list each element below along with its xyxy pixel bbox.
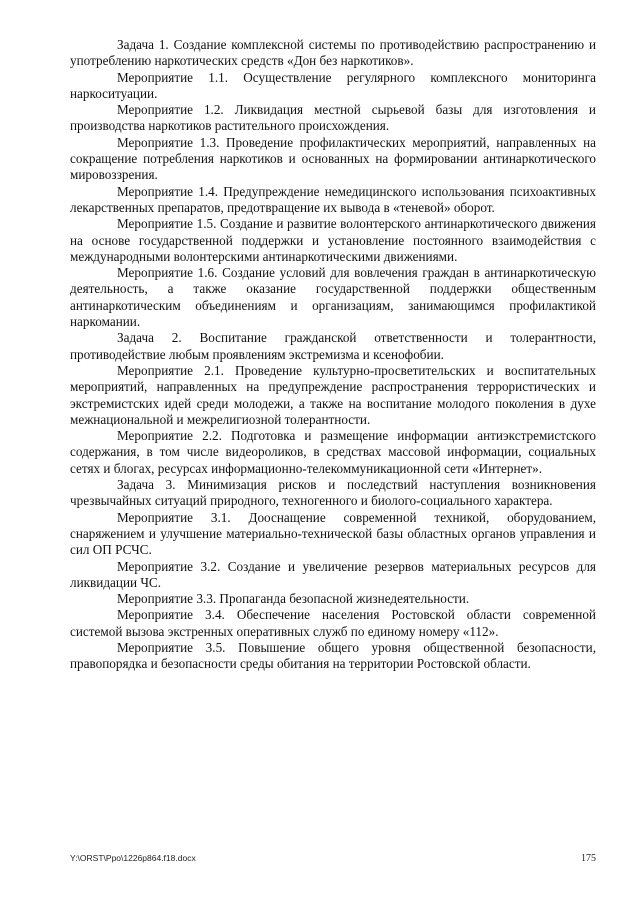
measure-2-1-paragraph: Мероприятие 2.1. Проведение культурно-просветительских и воспитательных мероприятий, направленных на предупреждение распространения террористических и экстремистских идей среди молодежи, а также на воспитание молодого поколения в духе межнациональной и межрелигиозной толерантности. xyxy=(70,362,596,427)
measure-3-5-paragraph: Мероприятие 3.5. Повышение общего уровня общественной безопасности, правопорядка и безопасности среды обитания на территории Ростовской области. xyxy=(70,639,596,672)
measure-2-2-paragraph: Мероприятие 2.2. Подготовка и размещение информации антиэкстремистского содержания, в том числе видеороликов, в средствах массовой информации, социальных сетях и блогах, ресурсах информационно-телекоммуникационной сети «Интернет». xyxy=(70,428,596,476)
measure-3-1-paragraph: Мероприятие 3.1. Дооснащение современной техникой, оборудованием, снаряжением и улучшение материально-технической базы областных органов управления и сил ОП РСЧС. xyxy=(70,509,596,558)
task-3-paragraph: Задача 3. Минимизация рисков и последствий наступления возникновения чрезвычайных ситуаций природного, техногенного и биолого-социального характера. xyxy=(70,477,596,509)
task-2-paragraph: Задача 2. Воспитание гражданской ответственности и толерантности, противодействие любым проявлениям экстремизма и ксенофобии. xyxy=(70,330,596,362)
measure-1-5-paragraph: Мероприятие 1.5. Создание и развитие волонтерского антинаркотического движения на основе государственной поддержки и установление постоянного взаимодействия с международными волонтерскими антинаркотическими движениями. xyxy=(70,216,596,264)
measure-3-2-paragraph: Мероприятие 3.2. Создание и увеличение резервов материальных ресурсов для ликвидации ЧС. xyxy=(70,558,596,590)
measure-1-6-paragraph: Мероприятие 1.6. Создание условий для вовлечения граждан в антинаркотическую деятельность, а также оказание государственной поддержки общественным антинаркотическим объединениям и организациям, занимающимся профилактикой наркомании. xyxy=(70,265,596,330)
document-body xyxy=(70,37,596,673)
measure-3-3-paragraph: Мероприятие 3.3. Пропаганда безопасной жизнедеятельности. xyxy=(117,591,470,607)
measure-1-1-paragraph: Мероприятие 1.1. Осуществление регулярного комплексного мониторинга наркоситуации. xyxy=(70,69,596,101)
measure-1-3-paragraph: Мероприятие 1.3. Проведение профилактических мероприятий, направленных на сокращение потребления наркотиков и основанных на формировании антинаркотического мировоззрения. xyxy=(70,134,596,183)
measure-1-2-paragraph: Мероприятие 1.2. Ликвидация местной сырьевой базы для изготовления и производства наркотиков растительного происхождения. xyxy=(70,102,596,134)
measure-1-4-paragraph: Мероприятие 1.4. Предупреждение немедицинского использования психоактивных лекарственных препаратов, предотвращение их вывода в «теневой» оборот. xyxy=(70,183,596,215)
page-number: 175 xyxy=(581,853,596,864)
footer-file-path: Y:\ORST\Ppo\1226p864.f18.docx xyxy=(70,853,196,863)
task-1-paragraph: Задача 1. Создание комплексной системы по противодействию распространению и употреблению наркотических средств «Дон без наркотиков». xyxy=(70,37,596,69)
measure-3-4-paragraph: Мероприятие 3.4. Обеспечение населения Ростовской области современной системой вызова экстренных оперативных служб по единому номеру «112». xyxy=(70,607,596,639)
